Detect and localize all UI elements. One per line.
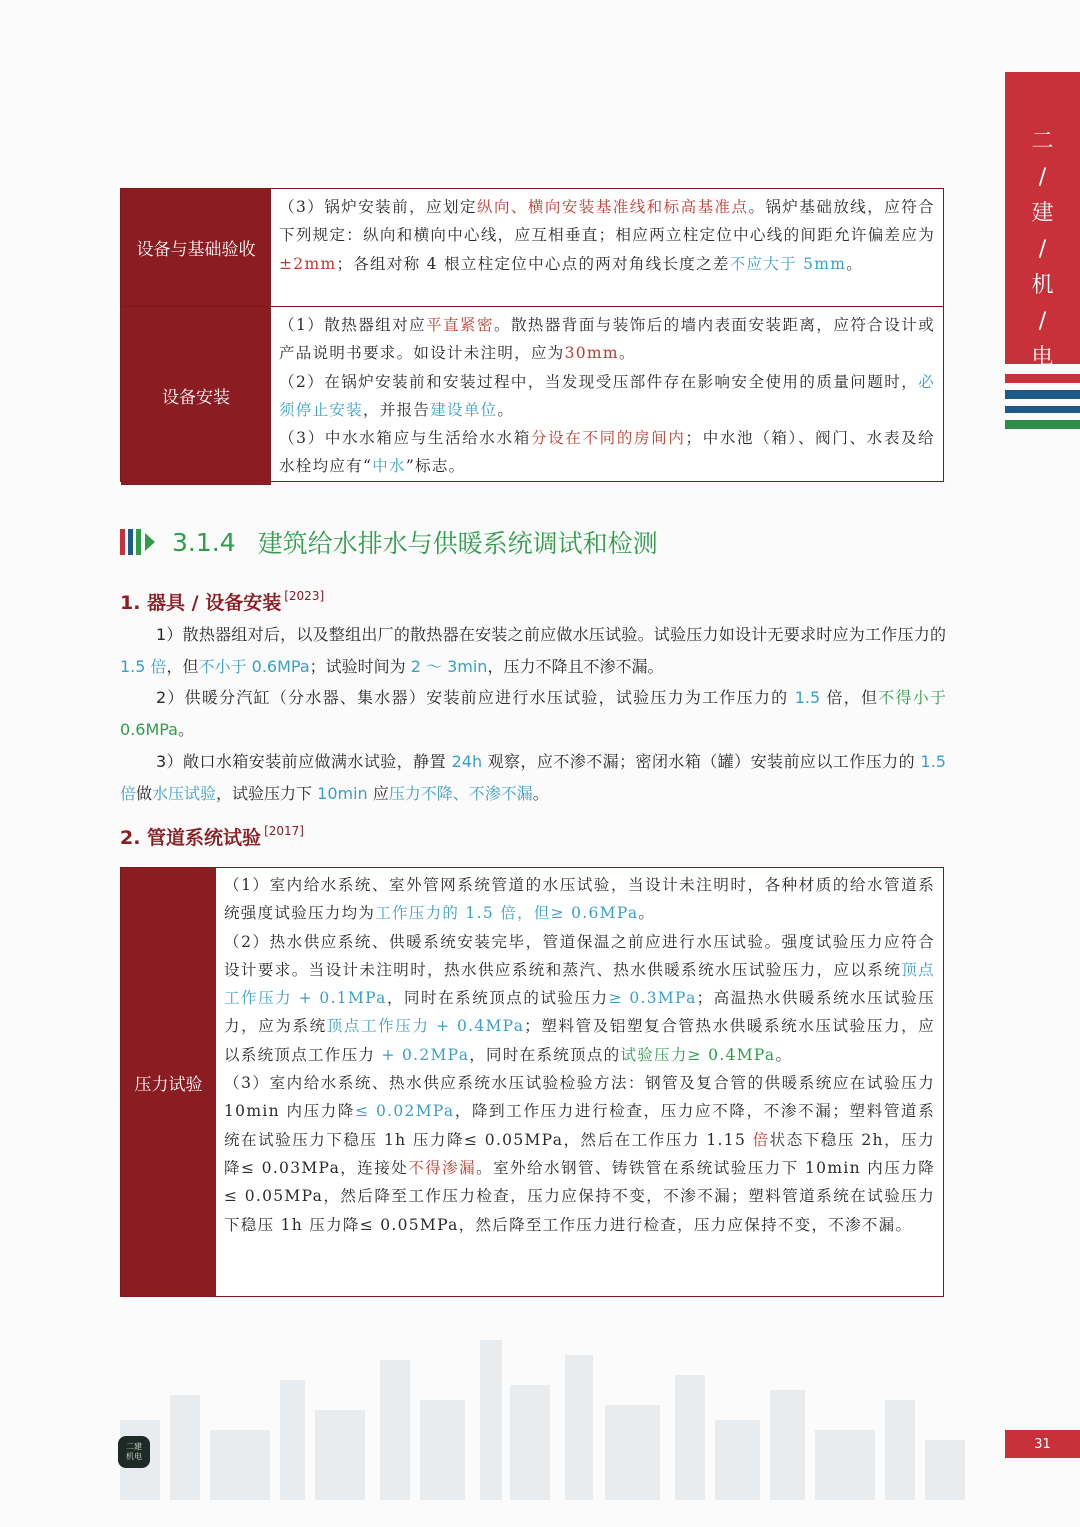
side-tab-char: / xyxy=(1038,237,1047,262)
highlight-text: 顶点工作压力 + 0.4MPa xyxy=(326,1017,525,1036)
text-segment: ；高温热水供暖系统水压试验压力，应为系统 xyxy=(224,989,936,1036)
subsection-title-fixtures xyxy=(120,588,324,615)
text-segment: 做 xyxy=(136,783,153,803)
text-segment: 2）供暖分汽缸（分水器、集水器）安装前应进行水压试验，试验压力为工作压力的 xyxy=(156,688,795,708)
subsection-title-text: 2. 管道系统试验 xyxy=(120,827,262,849)
badge-line1: 二建 xyxy=(126,1442,142,1451)
pressure-test-table xyxy=(120,867,944,1297)
text-segment: 应 xyxy=(367,783,389,803)
row-label-pressure-test: 压力试验 xyxy=(121,868,216,1296)
highlight-text: 倍 xyxy=(752,1130,770,1149)
text-segment: ，并报告 xyxy=(363,400,431,419)
highlight-text: 中水 xyxy=(372,457,406,476)
paragraph xyxy=(224,871,935,928)
highlight-text: ≥ 0.3MPa xyxy=(608,989,697,1008)
text-segment: ；塑料管及铝塑复合管热水供暖系统水压试验压力，应以系统顶点工作压力 xyxy=(224,1017,935,1064)
highlight-text: 2 ～ 3min xyxy=(410,656,488,676)
highlight-text: 不应大于 5mm xyxy=(729,254,847,273)
text-segment: 。 xyxy=(532,783,549,803)
text-segment: （1）室内给水系统、室外管网系统管道的水压试验，当设计未注明时，各种材质的给水管道系统强度试验压力均为 xyxy=(224,876,935,923)
section-title: 建筑给水排水与供暖系统调试和检测 xyxy=(257,529,658,558)
text-segment: 状态下稳压 2h，压力降≤ 0.03MPa，连接处 xyxy=(224,1130,935,1177)
row-content-pressure-test xyxy=(216,868,943,1296)
highlight-text: + 0.2MPa xyxy=(381,1045,470,1064)
text-segment: ，压力不降且不渗不漏。 xyxy=(487,656,664,676)
highlight-text: 10min xyxy=(317,783,368,803)
row-content-installation xyxy=(271,306,943,485)
text-segment: （1）散热器组对应 xyxy=(279,316,427,334)
highlight-text: 试验压力≥ 0.4MPa xyxy=(620,1045,776,1064)
paragraph xyxy=(279,311,935,368)
highlight-text: 压力不降、不渗不漏 xyxy=(388,783,533,803)
paragraph xyxy=(224,1069,935,1239)
text-segment: ，降到工作压力进行检查，压力应不降，不渗不漏；塑料管道系统在试验压力下稳压 1h 压力降≤ 0.05MPa，然后在工作压力 1.15 xyxy=(224,1102,935,1149)
highlight-text: 不得渗漏 xyxy=(408,1158,477,1177)
paragraph xyxy=(120,746,946,809)
side-tab-char: 建 xyxy=(1031,201,1054,226)
highlight-text: 水压试验 xyxy=(152,783,217,803)
text-segment: ；各组对称 4 根立柱定位中心点的两对角线长度之差 xyxy=(336,254,730,273)
text-segment: 。散热器背面与装饰后的墙内表面安装距离，应符合设计或产品说明书要求。如设计未注明，应为 xyxy=(279,316,936,363)
text-segment: 观察，应不渗不漏；密闭水箱（罐）安装前应以工作压力的 xyxy=(482,751,921,771)
city-skyline-watermark xyxy=(90,1300,990,1500)
highlight-text: 纵向、横向安装基准线和标高基准点 xyxy=(477,198,749,216)
row-label-installation: 设备安装 xyxy=(121,306,271,485)
text-segment: ，但 xyxy=(166,656,199,676)
highlight-text: 24h xyxy=(451,751,483,771)
text-segment: 3）敞口水箱安装前应做满水试验，静置 xyxy=(156,751,452,771)
highlight-text: 1.5 xyxy=(794,688,821,708)
exam-year-tag: [2023] xyxy=(284,589,325,603)
side-tab-char: / xyxy=(1038,165,1047,190)
text-segment: 。室外给水钢管、铸铁管在系统试验压力下 10min 内压力降≤ 0.05MPa，然后降至工作压力检查，压力应保持不变，不渗不漏；塑料管道系统在试验压力下稳压 1h 压力降≤ 0.05MPa，然后降至工作压力进行检查，压力应保持不变，不渗不漏。 xyxy=(224,1158,936,1234)
row-content-foundation xyxy=(271,189,943,306)
highlight-text: 工作压力的 1.5 倍，但≥ 0.6MPa xyxy=(375,904,639,923)
paragraph xyxy=(120,619,946,682)
text-segment: （3）锅炉安装前，应划定 xyxy=(279,198,477,216)
paragraph xyxy=(120,682,946,745)
text-segment: 。 xyxy=(497,400,515,419)
page-number: 31 xyxy=(1005,1430,1080,1458)
text-segment: 。锅炉基础放线，应符合下列规定：纵向和横向中心线，应互相垂直；相应两立柱定位中心线的间距允许偏差应为 xyxy=(279,198,935,245)
text-segment: （2）热水供应系统、供暖系统安装完毕，管道保温之前应进行水压试验。强度试验压力应符合设计要求。当设计未注明时，热水供应系统和蒸汽、热水供暖系统水压试验压力，应以系统 xyxy=(224,932,935,979)
highlight-text: 不得小于 0.6MPa xyxy=(120,688,946,740)
highlight-text: 建设单位 xyxy=(430,400,498,419)
text-segment: 1）散热器组对后，以及整组出厂的散热器在安装之前应做水压试验。试验压力如设计无要求时应为工作压力的 xyxy=(156,625,946,644)
highlight-text: 必须停止安装 xyxy=(279,372,935,419)
brand-badge-icon xyxy=(118,1436,150,1468)
section-number: 3.1.4 xyxy=(172,527,236,557)
side-tab-char: 机 xyxy=(1031,273,1054,298)
highlight-text: 1.5 倍 xyxy=(120,751,946,803)
highlight-text: 顶点工作压力 + 0.1MPa xyxy=(224,960,935,1008)
text-segment: ，同时在系统顶点的试验压力 xyxy=(386,989,609,1008)
exam-year-tag: [2017] xyxy=(264,824,304,838)
text-segment: 。 xyxy=(846,254,864,273)
row-label-foundation: 设备与基础验收 xyxy=(121,189,271,306)
highlight-text: 不小于 0.6MPa xyxy=(198,656,310,676)
text-segment: 。 xyxy=(618,344,636,363)
equipment-table xyxy=(120,188,944,482)
side-tab-char: 电 xyxy=(1031,345,1054,370)
highlight-text: 1.5 倍 xyxy=(120,656,167,676)
highlight-text: ±2mm xyxy=(279,254,337,273)
text-segment: ；中水池（箱）、阀门、水表及给水栓均应有“ xyxy=(279,429,935,476)
highlight-text: 分设在不同的房间内 xyxy=(530,429,686,448)
chapter-side-tab xyxy=(1005,72,1080,370)
paragraph xyxy=(279,368,935,425)
badge-line2: 机电 xyxy=(126,1452,142,1461)
text-segment: 。 xyxy=(638,904,656,923)
highlight-text: 平直紧密 xyxy=(426,316,494,334)
text-segment: 。 xyxy=(177,720,194,740)
text-segment: 。 xyxy=(775,1045,793,1064)
side-tab-char: / xyxy=(1038,309,1047,334)
fixtures-body xyxy=(120,619,946,809)
text-segment: 倍，但 xyxy=(820,688,879,708)
text-segment: （3）中水水箱应与生活给水水箱 xyxy=(279,429,531,448)
section-bars-icon xyxy=(120,529,158,555)
paragraph xyxy=(224,928,935,1069)
text-segment: ”标志。 xyxy=(405,457,466,476)
paragraph xyxy=(279,424,935,481)
text-segment: （2）在锅炉安装前和安装过程中，当发现受压部件存在影响安全使用的质量问题时， xyxy=(279,372,919,391)
decorative-stripes xyxy=(1005,374,1080,436)
section-heading xyxy=(120,522,658,562)
text-segment: ，试验压力下 xyxy=(216,783,318,803)
subsection-title-text: 1. 器具 / 设备安装 xyxy=(120,592,282,614)
side-tab-char: 二 xyxy=(1031,129,1054,154)
highlight-text: 30mm xyxy=(564,344,619,363)
text-segment: ；试验时间为 xyxy=(309,656,411,676)
subsection-title-piping xyxy=(120,823,304,850)
highlight-text: ≤ 0.02MPa xyxy=(355,1102,455,1121)
text-segment: ，同时在系统顶点的 xyxy=(469,1045,621,1064)
text-segment: （3）室内给水系统、热水供应系统水压试验检验方法：钢管及复合管的供暖系统应在试验压力 10min 内压力降 xyxy=(224,1074,935,1121)
